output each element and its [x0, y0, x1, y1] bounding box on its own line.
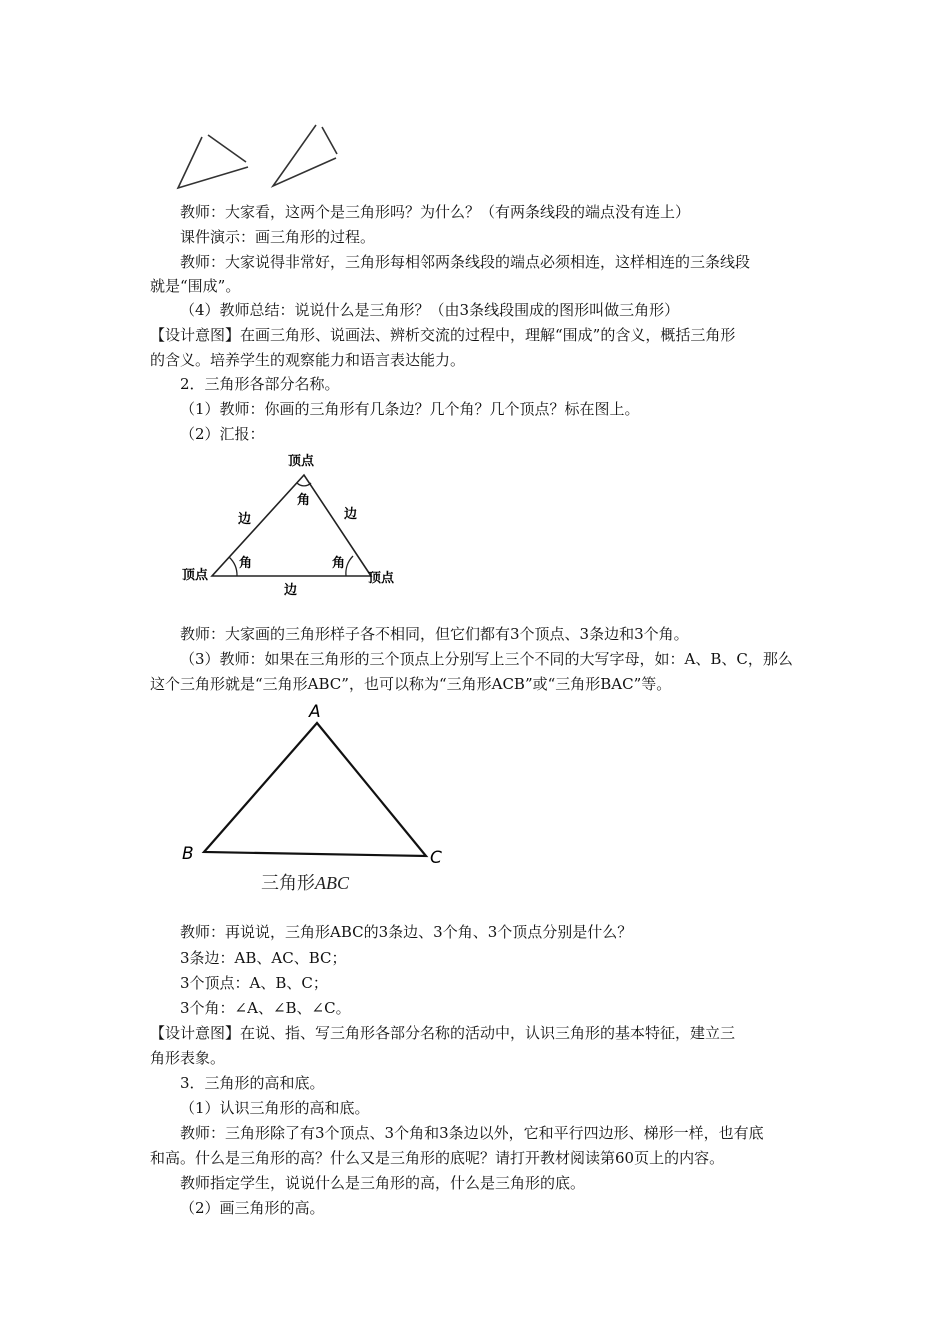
paragraph: 3条边：AB、AC、BC；	[180, 949, 347, 967]
open-triangle-right-gap-side	[322, 127, 337, 154]
paragraph: 和高。什么是三角形的高？什么又是三角形的底呢？请打开教材阅读第60页上的内容。	[150, 1149, 725, 1167]
triangle-abc-outline	[204, 723, 426, 856]
paragraph: （2）画三角形的高。	[180, 1199, 325, 1217]
paragraph: 教师：三角形除了有3个顶点、3个角和3条边以外，它和平行四边形、梯形一样，也有底	[180, 1124, 764, 1142]
vertex-right-label: 顶点	[368, 571, 395, 586]
vertex-c-label: C	[430, 848, 442, 868]
paragraph: （1）教师：你画的三角形有几条边？几个角？几个顶点？标在图上。	[180, 400, 640, 418]
paragraph: 3．三角形的高和底。	[180, 1074, 325, 1092]
paragraph: 教师：再说说，三角形ABC的3条边、3个角、3个顶点分别是什么？	[180, 923, 633, 941]
paragraph: 2．三角形各部分名称。	[180, 375, 340, 393]
angle-arc-right	[346, 556, 353, 576]
paragraph: 教师：大家画的三角形样子各不相同，但它们都有3个顶点、3条边和3个角。	[180, 625, 689, 643]
vertex-a-label: A	[309, 702, 321, 722]
caption-prefix: 三角形	[261, 873, 315, 894]
paragraph: （4）教师总结：说说什么是三角形？（由3条线段围成的图形叫做三角形）	[180, 301, 680, 319]
angle-right-label: 角	[332, 556, 346, 571]
caption-suffix: ABC	[315, 873, 349, 893]
side-bottom-label: 边	[284, 583, 298, 598]
triangle-abc-caption	[261, 873, 350, 894]
angle-left-label: 角	[239, 556, 253, 571]
triangle-abc-figure	[175, 698, 460, 903]
paragraph: 这个三角形就是“三角形ABC”，也可以称为“三角形ACB”或“三角形BAC”等。	[150, 675, 672, 693]
paragraph: （3）教师：如果在三角形的三个顶点上分别写上三个不同的大写字母，如：A、B、C，那么	[180, 650, 793, 668]
side-right-label: 边	[344, 507, 358, 522]
paragraph: （1）认识三角形的高和底。	[180, 1099, 370, 1117]
paragraph: 就是“围成”。	[150, 277, 241, 295]
paragraph: 课件演示：画三角形的过程。	[180, 228, 376, 246]
paragraph: 【设计意图】在说、指、写三角形各部分名称的活动中，认识三角形的基本特征，建立三	[150, 1024, 736, 1042]
paragraph: 教师：大家说得非常好，三角形每相邻两条线段的端点必须相连，这样相连的三条线段	[180, 253, 751, 271]
open-triangle-left	[178, 137, 248, 188]
triangle-parts-figure	[175, 448, 410, 603]
side-left-label: 边	[238, 512, 252, 527]
vertex-left-label: 顶点	[182, 568, 209, 583]
paragraph: 教师指定学生，说说什么是三角形的高，什么是三角形的底。	[180, 1174, 586, 1192]
angle-top-label: 角	[297, 493, 311, 508]
triangle-outline	[212, 475, 371, 576]
paragraph: 【设计意图】在画三角形、说画法、辨析交流的过程中，理解“围成”的含义，概括三角形	[150, 326, 736, 344]
open-triangles-figure	[170, 118, 350, 194]
vertex-b-label: B	[182, 844, 194, 864]
paragraph: 3个顶点：A、B、C；	[180, 974, 328, 992]
paragraph: 的含义。培养学生的观察能力和语言表达能力。	[150, 351, 466, 369]
angle-arc-left	[229, 557, 237, 576]
open-triangle-left-gap-side	[208, 135, 246, 162]
paragraph: 3个角：∠A、∠B、∠C。	[180, 999, 351, 1017]
paragraph: 教师：大家看，这两个是三角形吗？为什么？（有两条线段的端点没有连上）	[180, 203, 691, 221]
paragraph: 角形表象。	[150, 1049, 226, 1067]
paragraph: （2）汇报：	[180, 425, 265, 443]
vertex-top-label: 顶点	[288, 454, 315, 469]
